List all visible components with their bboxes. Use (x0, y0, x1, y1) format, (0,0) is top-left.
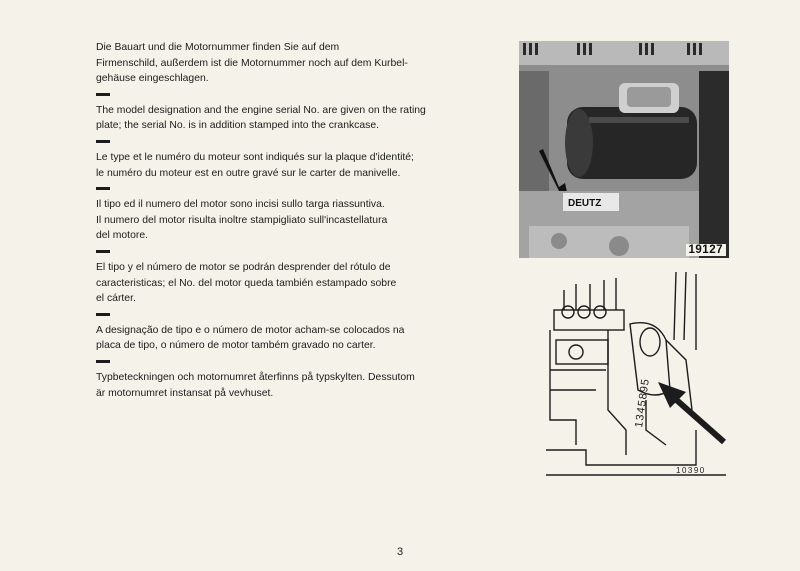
text-line: plate; the serial No. is in addition stamped into the crankcase. (96, 120, 380, 132)
paragraph-german (96, 40, 491, 87)
paragraph-italian (96, 197, 491, 244)
text-line: är motornumret instansat på vevhuset. (96, 387, 274, 399)
language-separator (96, 360, 110, 363)
crankcase-drawing (546, 270, 746, 485)
paragraph-english (96, 103, 491, 134)
paragraph-french (96, 150, 491, 181)
language-separator (96, 140, 110, 143)
paragraph-portuguese (96, 323, 491, 354)
page-number: 3 (396, 546, 404, 558)
text-line: Il tipo ed il numero del motor sono incisi sullo targa riassuntiva. (96, 199, 385, 211)
language-separator (96, 313, 110, 316)
figure-number-drawing: 10390 (676, 466, 706, 475)
text-line: A designação de tipo e o número de motor acham-se colocados na (96, 324, 405, 336)
engine-photo-illustration (519, 41, 729, 258)
text-line: Le type et le numéro du moteur sont indiqués sur la plaque d'identité; (96, 151, 414, 163)
text-line: Die Bauart und die Motornummer finden Sie auf dem (96, 42, 340, 53)
rating-plate-text: DEUTZ (568, 198, 602, 209)
text-line: le numéro du moteur est en outre gravé sur le carter de manivelle. (96, 167, 401, 179)
engine-line-drawing (546, 270, 746, 485)
text-line: del motore. (96, 230, 148, 242)
text-line: Typbeteckningen och motornumret återfinns på typskylten. Dessutom (96, 371, 415, 383)
text-line: caracteristicas; el No. del motor queda también estampado sobre (96, 277, 397, 289)
language-separator (96, 187, 110, 190)
engine-photo (519, 41, 729, 258)
paragraph-spanish (96, 260, 491, 307)
text-line: Il numero del motor risulta inoltre stampigliato sull'incastellatura (96, 214, 388, 226)
text-line: el cárter. (96, 293, 136, 305)
paragraph-swedish (96, 370, 491, 401)
text-line: The model designation and the engine serial No. are given on the rating (96, 104, 426, 116)
manual-text-column (96, 40, 491, 401)
text-line: El tipo y el número de motor se podrán desprender del rótulo de (96, 261, 391, 273)
text-line: placa de tipo, o número de motor também gravado no carter. (96, 340, 376, 352)
stamped-serial-text: 1345895 (633, 377, 652, 429)
figure-number-photo: 19127 (686, 244, 726, 256)
text-line: Firmenschild, außerdem ist die Motornummer noch auf dem Kurbel- (96, 57, 408, 69)
language-separator (96, 250, 110, 253)
language-separator (96, 93, 110, 96)
text-line: gehäuse eingeschlagen. (96, 73, 209, 85)
